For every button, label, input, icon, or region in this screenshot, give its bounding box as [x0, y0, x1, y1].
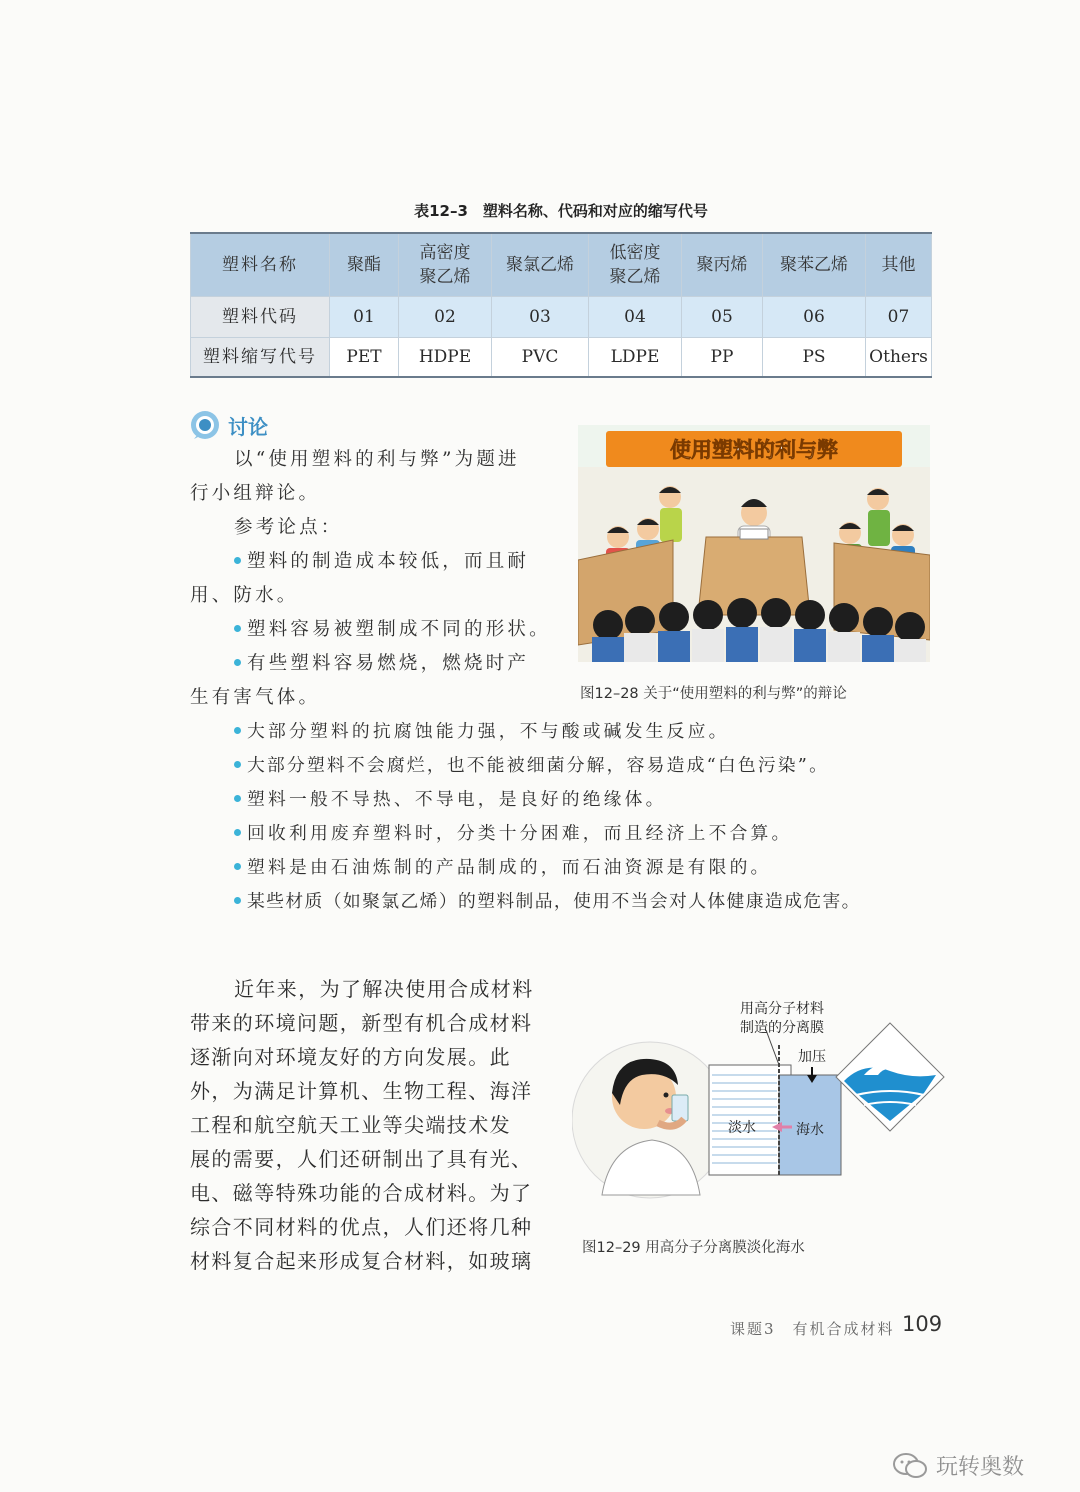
table-row-names	[191, 233, 932, 297]
bullet-icon	[234, 557, 241, 564]
name-cell-line: 高密度	[419, 243, 471, 263]
body-line: 展的需要，人们还研制出了具有光、	[190, 1147, 533, 1171]
plastics-table	[190, 232, 932, 378]
code-cell: 04	[589, 297, 682, 338]
body-line: 材料复合起来形成复合材料，如玻璃	[190, 1249, 533, 1273]
abbreviation-cell: PS	[763, 338, 866, 378]
bullet-icon	[234, 897, 241, 904]
argument-item	[234, 647, 529, 681]
bullet-icon	[234, 727, 241, 734]
figure-28-caption: 图12–28 关于“使用塑料的利与弊”的辩论	[580, 686, 847, 702]
pressure-label: 加压	[798, 1049, 826, 1065]
argument-text: 塑料容易被塑制成不同的形状。	[247, 619, 551, 640]
argument-item	[234, 613, 551, 647]
name-cell: 聚丙烯	[682, 233, 763, 297]
discussion-line: 生有害气体。	[190, 687, 321, 708]
debate-illustration	[578, 425, 930, 662]
name-cell-line: 低密度	[609, 243, 661, 263]
row-header-name: 塑料名称	[191, 233, 330, 297]
argument-text: 有些塑料容易燃烧，燃烧时产	[247, 653, 530, 674]
banner-title: 使用塑料的利与弊	[670, 438, 838, 462]
argument-item	[234, 715, 730, 749]
argument-item	[234, 851, 772, 885]
table-caption: 表12–3 塑料名称、代码和对应的缩写代号	[414, 202, 708, 220]
bullet-icon	[234, 863, 241, 870]
name-cell: 其他	[866, 233, 932, 297]
bullet-icon	[234, 795, 241, 802]
footer-chapter-title: 课题3 有机合成材料	[730, 1320, 895, 1338]
argument-text: 某些材质（如聚氯乙烯）的塑料制品，使用不当会对人体健康造成危害。	[247, 891, 861, 912]
desalination-illustration	[572, 995, 947, 1210]
discussion-title: 讨论	[228, 414, 268, 439]
fresh-water-label: 淡水	[728, 1120, 756, 1136]
abbreviation-cell: LDPE	[589, 338, 682, 378]
wechat-icon	[892, 1452, 928, 1480]
figure-29-caption: 图12–29 用高分子分离膜淡化海水	[582, 1240, 805, 1256]
bullet-icon	[234, 659, 241, 666]
argument-item	[234, 885, 861, 919]
bullet-icon	[234, 829, 241, 836]
argument-text: 大部分塑料的抗腐蚀能力强，不与酸或碱发生反应。	[247, 721, 730, 742]
body-line: 外，为满足计算机、生物工程、海洋	[190, 1079, 533, 1103]
argument-text: 塑料是由石油炼制的产品制成的，而石油资源是有限的。	[247, 857, 772, 878]
argument-text: 塑料一般不导热、不导电，是良好的绝缘体。	[247, 789, 667, 810]
page-number: 109	[902, 1312, 943, 1336]
sea-water-label: 海水	[796, 1122, 824, 1138]
bullet-icon	[234, 761, 241, 768]
row-header-abbreviation: 塑料缩写代号	[191, 338, 330, 378]
body-line: 电、磁等特殊功能的合成材料。为了	[190, 1181, 533, 1205]
row-header-code: 塑料代码	[191, 297, 330, 338]
body-line: 近年来，为了解决使用合成材料	[234, 977, 534, 1001]
code-cell: 05	[682, 297, 763, 338]
name-cell: 聚酯	[330, 233, 399, 297]
discussion-icon	[190, 410, 220, 440]
code-cell: 06	[763, 297, 866, 338]
argument-item	[234, 545, 529, 579]
name-cell	[399, 233, 492, 297]
body-line: 逐渐向对环境友好的方向发展。此	[190, 1045, 511, 1069]
name-cell	[589, 233, 682, 297]
name-cell: 聚苯乙烯	[763, 233, 866, 297]
argument-item	[234, 817, 793, 851]
abbreviation-cell: PP	[682, 338, 763, 378]
bullet-icon	[234, 625, 241, 632]
argument-text: 大部分塑料不会腐烂，也不能被细菌分解，容易造成“白色污染”。	[247, 755, 830, 776]
table-row-abbreviations	[191, 338, 932, 378]
body-line: 带来的环境问题，新型有机合成材料	[190, 1011, 533, 1035]
abbreviation-cell: PET	[330, 338, 399, 378]
name-cell: 聚氯乙烯	[492, 233, 589, 297]
code-cell: 01	[330, 297, 399, 338]
code-cell: 03	[492, 297, 589, 338]
membrane-label-1: 用高分子材料	[740, 1001, 824, 1017]
argument-text: 塑料的制造成本较低，而且耐	[247, 551, 530, 572]
watermark-text: 玩转奥数	[936, 1455, 1025, 1480]
abbreviation-cell: PVC	[492, 338, 589, 378]
code-cell: 02	[399, 297, 492, 338]
body-line: 工程和航空航天工业等尖端技术发	[190, 1113, 511, 1137]
membrane-label-2: 制造的分离膜	[740, 1020, 824, 1036]
abbreviation-cell: HDPE	[399, 338, 492, 378]
table-row-codes	[191, 297, 932, 338]
argument-item	[234, 783, 667, 817]
discussion-header	[190, 410, 268, 440]
discussion-line: 参考论点：	[234, 517, 343, 538]
discussion-line: 以“使用塑料的利与弊”为题进	[234, 449, 520, 470]
argument-item	[234, 749, 829, 783]
glass-icon	[672, 1095, 688, 1121]
body-line: 综合不同材料的优点，人们还将几种	[190, 1215, 533, 1239]
name-cell-line: 聚乙烯	[609, 267, 661, 287]
code-cell: 07	[866, 297, 932, 338]
argument-text: 回收利用废弃塑料时，分类十分困难，而且经济上不合算。	[247, 823, 793, 844]
abbreviation-cell: Others	[866, 338, 932, 378]
watermark	[892, 1450, 1024, 1481]
discussion-line: 用、防水。	[190, 585, 299, 606]
name-cell-line: 聚乙烯	[419, 267, 471, 287]
discussion-line: 行小组辩论。	[190, 483, 321, 504]
